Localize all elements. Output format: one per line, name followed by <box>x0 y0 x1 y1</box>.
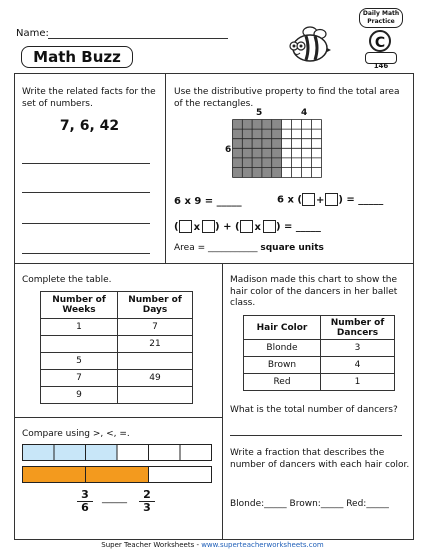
table-cell: Red <box>244 374 321 391</box>
area-instruction: Use the distributive property to find the total area of the rectangles. <box>174 87 400 109</box>
table-cell-blank[interactable] <box>118 353 193 370</box>
eq3-box-4[interactable] <box>263 220 276 233</box>
fraction-bar-sixths <box>22 444 212 461</box>
footer-link[interactable]: www.superteacherworksheets.com <box>201 541 324 549</box>
table-cell-blank[interactable] <box>118 387 193 404</box>
dancers-table <box>243 315 395 391</box>
divider-v-bottom <box>222 263 223 540</box>
compare-blank[interactable]: _____ <box>102 493 127 504</box>
badge-line1: Daily Math <box>362 10 400 17</box>
table-cell: Blonde <box>244 340 321 357</box>
weeks-days-table <box>40 291 193 404</box>
fraction-right <box>139 489 155 514</box>
eq3-x2: x <box>254 221 261 233</box>
red-answer[interactable]: Red:_____ <box>346 499 389 509</box>
table-cell: Brown <box>244 357 321 374</box>
footer-text: Super Teacher Worksheets - <box>101 541 202 549</box>
eq3-open: ( <box>174 221 179 233</box>
fact-answer-line-1[interactable] <box>22 163 150 164</box>
name-label: Name: <box>16 28 49 39</box>
fraction-bar-thirds <box>22 466 212 483</box>
eq3-box-1[interactable] <box>179 220 192 233</box>
equation-3 <box>174 220 321 233</box>
blonde-answer[interactable]: Blonde:_____ <box>230 499 287 509</box>
page-title: Math Buzz <box>33 48 121 66</box>
table-cell: 7 <box>41 370 118 387</box>
table-cell: 3 <box>321 340 395 357</box>
eq2-start: 6 x ( <box>277 194 302 206</box>
table-cell: 5 <box>41 353 118 370</box>
table-cell-blank[interactable] <box>41 336 118 353</box>
table-cell: 1 <box>321 374 395 391</box>
fraction-left <box>77 489 93 514</box>
eq3-end: ) = _____ <box>275 221 321 233</box>
total-question: What is the total number of dancers? <box>230 405 398 415</box>
header-days: Number of Days <box>118 292 193 319</box>
table-instruction: Complete the table. <box>22 275 112 285</box>
fact-answer-line-3[interactable] <box>22 223 150 224</box>
header-dancers: Number of Dancers <box>321 316 395 340</box>
area-answer <box>174 243 324 255</box>
daily-math-badge <box>357 8 405 70</box>
table-cell: 1 <box>41 319 118 336</box>
divider-v-top <box>165 73 166 263</box>
eq3-x1: x <box>193 221 201 233</box>
area-units: square units <box>260 243 324 253</box>
fraction-right-denominator: 3 <box>143 501 151 514</box>
equation-1: 6 x 9 = _____ <box>174 196 242 207</box>
bee-icon <box>282 22 332 64</box>
divider-h-mid <box>14 263 414 264</box>
height-label: 6 <box>225 145 232 155</box>
eq3-close: ) + ( <box>215 221 240 233</box>
table-cell: 9 <box>41 387 118 404</box>
fraction-left-denominator: 6 <box>81 501 89 514</box>
eq2-end: ) = _____ <box>338 194 384 206</box>
fraction-left-numerator: 3 <box>77 489 93 502</box>
total-answer-line[interactable] <box>230 435 402 436</box>
table-cell: 4 <box>321 357 395 374</box>
eq2-box-1[interactable] <box>302 193 315 206</box>
fraction-answers <box>230 499 389 511</box>
table-cell: 49 <box>118 370 193 387</box>
footer <box>0 541 425 549</box>
title-box <box>21 46 133 68</box>
fact-answer-line-4[interactable] <box>22 253 150 254</box>
eq2-box-2[interactable] <box>325 193 338 206</box>
dancers-instruction: Madison made this chart to show the hair color of the dancers in her ballet class. <box>230 275 398 308</box>
table-cell: 21 <box>118 336 193 353</box>
table-cell: 7 <box>118 319 193 336</box>
fact-answer-line-2[interactable] <box>22 192 150 193</box>
eq3-box-2[interactable] <box>202 220 215 233</box>
facts-instruction: Write the related facts for the set of numbers. <box>22 87 156 109</box>
width-label-left: 5 <box>256 108 263 118</box>
brown-answer[interactable]: Brown:_____ <box>289 499 344 509</box>
fraction-prompt: Write a fraction that describes the number of dancers with each hair color. <box>230 448 410 470</box>
eq3-box-3[interactable] <box>240 220 253 233</box>
fraction-right-numerator: 2 <box>139 489 155 502</box>
badge-number: 146 <box>373 62 389 70</box>
compare-instruction: Compare using >, <, =. <box>22 429 130 439</box>
area-label: Area = ___________ <box>174 243 258 253</box>
name-line[interactable] <box>48 38 228 39</box>
header-hair-color: Hair Color <box>244 316 321 340</box>
badge-letter: C <box>374 35 386 51</box>
header-weeks: Number of Weeks <box>41 292 118 319</box>
badge-line2: Practice <box>367 18 395 25</box>
width-label-right: 4 <box>301 108 308 118</box>
eq2-plus: + <box>315 194 325 206</box>
area-grid <box>232 119 322 178</box>
divider-h-left <box>14 417 222 418</box>
equation-2 <box>277 193 383 206</box>
facts-numbers: 7, 6, 42 <box>59 118 120 134</box>
